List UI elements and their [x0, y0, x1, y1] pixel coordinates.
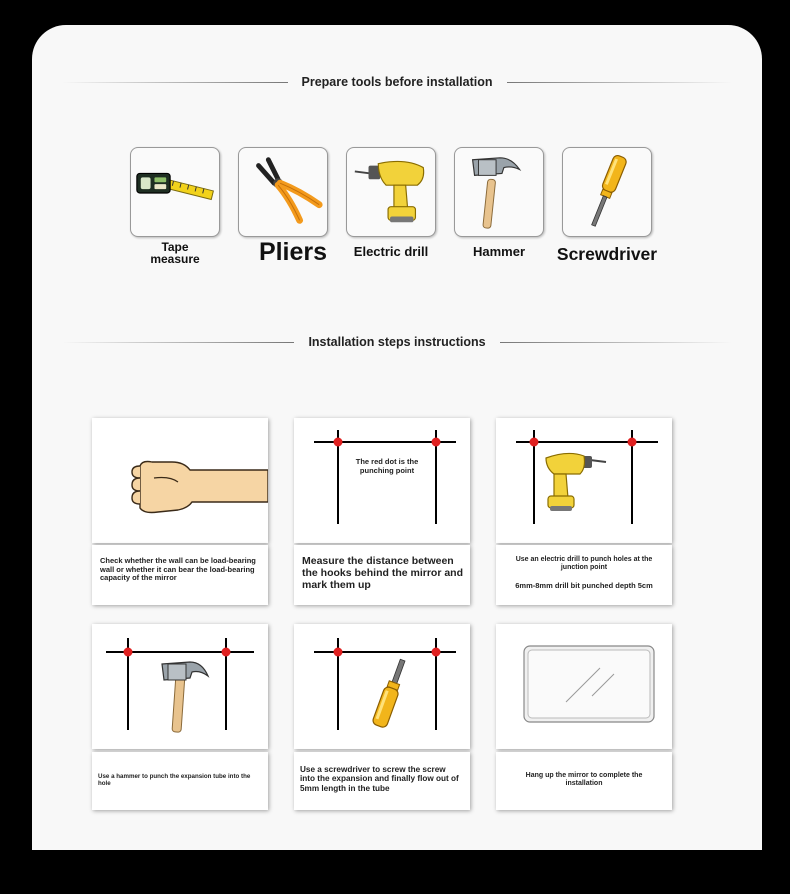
hammer-icon: [92, 624, 268, 749]
tool-label-screwdriver: Screwdriver: [556, 244, 658, 264]
step-6-caption: Hang up the mirror to complete the installation: [525, 772, 643, 788]
step-1-caption: Check whether the wall can be load-bearing wall or whether it can bear the load-bearing capacity of the mirror: [100, 556, 256, 583]
step-3-image: [496, 418, 672, 543]
step-5-caption: Use a screwdriver to screw the screw into the expansion and finally flow out of 5mm length in the tube: [300, 765, 459, 793]
tools-title-text: Prepare tools before installation: [301, 75, 493, 89]
tool-label-tape: Tape measure: [150, 240, 200, 266]
step-3-caption: Use an electric drill to punch holes at the junction point: [515, 556, 653, 572]
hammer-card: [454, 147, 544, 237]
electric-drill-card: [346, 147, 436, 237]
pliers-card: [238, 147, 328, 237]
marker-grid-icon: [294, 418, 470, 543]
divider: [507, 82, 733, 83]
tool-label-hammer: Hammer: [472, 244, 526, 259]
step-5-image: [294, 624, 470, 749]
step-4-caption: Use a hammer to punch the expansion tube into the hole: [98, 773, 251, 788]
electric-drill-icon: [347, 148, 435, 236]
tape-measure-card: [130, 147, 220, 237]
tool-label-drill: Electric drill: [353, 244, 429, 259]
step-2-image: [294, 418, 470, 543]
step-3-caption-detail: 6mm-8mm drill bit punched depth 5cm: [515, 581, 653, 591]
screwdriver-card: [562, 147, 652, 237]
tools-section-title: [32, 72, 762, 92]
tape-measure-icon: [131, 148, 219, 236]
step-1-image: [92, 418, 268, 543]
pliers-icon: [239, 148, 327, 236]
steps-title-text: Installation steps instructions: [308, 335, 486, 349]
divider: [62, 342, 294, 343]
hammer-icon: [455, 148, 543, 236]
step-1-caption-box: [92, 545, 268, 605]
step-2-caption: Measure the distance between the hooks behind the mirror and mark them up: [302, 555, 464, 592]
screwdriver-icon: [563, 148, 651, 236]
step-5-caption-box: [294, 752, 470, 810]
mirror-icon: [496, 624, 672, 749]
electric-drill-icon: [496, 418, 672, 543]
screwdriver-icon: [294, 624, 470, 749]
step-6-caption-box: [496, 752, 672, 810]
step-2-caption-box: [294, 545, 470, 605]
divider: [62, 82, 288, 83]
divider: [500, 342, 732, 343]
step-4-caption-box: [92, 752, 268, 810]
tool-label-pliers: Pliers: [258, 238, 328, 266]
step-3-caption-box: [496, 545, 672, 605]
fist-icon: [92, 418, 268, 543]
instruction-sheet: [32, 25, 762, 850]
steps-section-title: [32, 332, 762, 352]
step-6-image: [496, 624, 672, 749]
tool-label-tape-measure: [130, 241, 220, 265]
step-4-image: [92, 624, 268, 749]
step-2-image-note: The red dot is the punching point: [355, 457, 419, 475]
